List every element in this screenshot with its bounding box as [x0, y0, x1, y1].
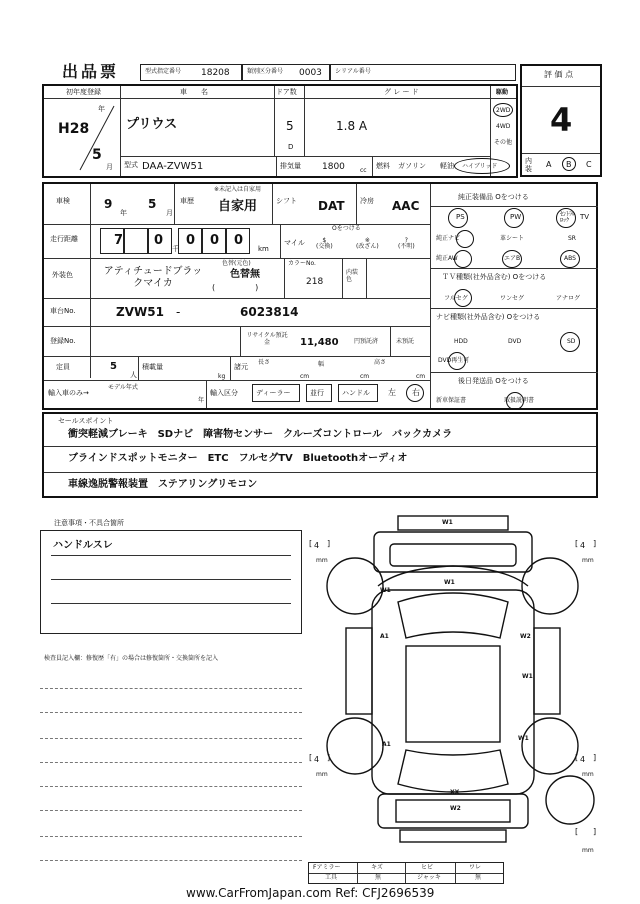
equip-ps-circle	[448, 208, 468, 228]
interior-grade-b: B	[566, 160, 572, 169]
shift-value: DAT	[318, 199, 345, 213]
capacity-label: 定員	[56, 363, 70, 371]
reg-era-year: H28	[58, 121, 90, 137]
serial-cell	[330, 64, 516, 81]
serial-label: シリアル番号	[335, 68, 371, 75]
year-unit: 年	[98, 105, 105, 113]
fuel-diesel: 軽油	[440, 162, 454, 170]
equip-sr: SR	[568, 235, 576, 242]
length-label: 長さ	[258, 359, 271, 366]
navi-hdd: HDD	[454, 338, 468, 345]
cc-unit: cc	[360, 167, 367, 174]
tire-rear-right: 4	[580, 755, 586, 764]
equip-ps: PS	[456, 213, 465, 221]
after-manual: 取扱説明書	[504, 397, 535, 404]
regno-label: 登録No.	[50, 337, 76, 345]
form-code-value: 18208	[201, 68, 230, 78]
equip-leather: 革シート	[500, 235, 525, 242]
equip-aw: 純正AW	[436, 255, 458, 262]
equip-airbag-circle	[502, 250, 522, 268]
model-label: 型式	[124, 161, 138, 169]
notes-line-1: ハンドルスレ	[53, 540, 113, 551]
after-label: 後日発送品 Oをつける	[458, 377, 529, 385]
thousand-unit: 千	[172, 245, 179, 253]
sales-line-3: 車線逸脱警報装置 ステアリングリモコン	[68, 479, 258, 490]
class-code-value: 0003	[299, 68, 322, 78]
legend-h2: キズ	[371, 864, 383, 871]
import-class-label: 輸入区分	[210, 389, 238, 397]
handle-right: 右	[412, 388, 420, 397]
meter-hint: Oをつける	[332, 225, 361, 232]
shaken-month: 5	[148, 197, 157, 211]
tire-rear-left: 4	[314, 755, 320, 764]
tire-front-left: 4	[314, 541, 320, 550]
color-value: アティチュードブラッ クマイカ	[103, 266, 203, 289]
tv-fullseg: フルセグ	[444, 295, 468, 302]
genuine-label: 純正装備品 Oをつける	[458, 193, 529, 201]
equip-navi: 純正ナビ	[436, 235, 461, 242]
inspector-label: 検査員記入欄：修復歴「有」の場合は修復箇所・交換箇所を記入	[44, 655, 219, 662]
equip-abs: ABS	[564, 255, 576, 262]
mark-trunk: XX	[450, 789, 460, 796]
width-cm: cm	[360, 373, 370, 380]
legend-v2: 無	[375, 874, 382, 881]
import-label: 輸入車のみ→	[48, 389, 89, 397]
fuel-hybrid: ハイブリッド	[462, 163, 498, 170]
class-code-label: 類別区分番号	[247, 68, 284, 75]
dvd-play: DVD再生可	[438, 357, 470, 364]
drive-2wd-circle	[493, 103, 513, 117]
model-year-label: モデル年式	[108, 384, 138, 391]
recycle-unpaid: 未預託	[396, 338, 415, 345]
notes-box	[40, 530, 302, 634]
chassis-prefix: ZVW51	[116, 305, 164, 319]
tv-analog: アナログ	[556, 295, 581, 302]
fuel-hybrid-circle	[454, 158, 510, 174]
equip-pw: PW	[510, 213, 522, 221]
watermark: www.CarFromJapan.com Ref: CFJ2696539	[186, 886, 435, 900]
spec-block	[42, 182, 598, 410]
tire-front-right: 4	[580, 541, 586, 550]
import-dealer: ディーラー	[256, 389, 291, 397]
displacement-value: 1800	[322, 162, 345, 172]
mileage-digit-1: 7	[114, 233, 124, 248]
door-suffix: D	[288, 143, 294, 151]
dims-label: 諸元	[234, 363, 248, 371]
km-unit: km	[258, 245, 269, 253]
tire-rl-mm: mm	[316, 771, 328, 778]
color-no-label: カラーNo.	[288, 260, 316, 267]
displacement-label: 排気量	[280, 162, 301, 170]
navi-label: ナビ種類(社外品含む) Oをつける	[436, 313, 541, 321]
fuel-gasoline: ガソリン	[398, 162, 426, 170]
width-label: 幅	[318, 361, 325, 368]
mark-left-door: A1	[380, 633, 389, 640]
mark-front-bumper: W1	[442, 519, 453, 526]
chassis-number: 6023814	[240, 305, 299, 319]
mileage-digit-5: 0	[234, 233, 244, 248]
mark-right-door: W2	[520, 633, 531, 640]
sales-line-1: 衝突軽減ブレーキ SDナビ 障害物センサー クルーズコントロール バックカメラ	[68, 429, 453, 440]
grade-label: グ レ ー ド	[384, 88, 419, 96]
form-code-label: 型式指定番号	[145, 68, 182, 75]
shaken-year-unit: 年	[120, 209, 127, 217]
equip-navi-circle	[456, 230, 474, 248]
equip-airbag: エアB	[504, 255, 521, 262]
mark-left-quarter: A1	[382, 741, 391, 748]
class-code-cell	[242, 64, 330, 81]
tire-fr-mm: mm	[582, 557, 594, 564]
drive-2wd: 2WD	[496, 107, 511, 114]
import-parallel: 並行	[310, 389, 324, 397]
tv-oneseg: ワンセグ	[500, 295, 525, 302]
equip-central-lock: ｾﾝﾄﾗﾙ ﾛｯｸ	[560, 211, 576, 224]
after-manual-circle	[506, 392, 524, 410]
navi-sd: SD	[567, 338, 576, 345]
score-value: 4	[550, 101, 573, 139]
legend-h3: ヒビ	[421, 864, 434, 871]
mark-hood: W1	[444, 579, 455, 586]
equip-central-lock-circle	[556, 208, 576, 228]
score-box	[520, 64, 602, 177]
color-change-label: 色替(元色)	[222, 260, 251, 267]
chassis-label: 車台No.	[50, 307, 76, 315]
color-change-paren: ( )	[212, 283, 259, 292]
equip-tv: TV	[580, 213, 590, 221]
usage-note: ※未記入は自家用	[214, 186, 262, 193]
interior-color-label: 内装色	[346, 269, 359, 283]
meter-unknown: ? (不明)	[398, 237, 415, 250]
drive-label: 駆動	[496, 89, 509, 96]
tv-label: ＴＶ種類(社外品含む) Oをつける	[442, 273, 547, 281]
mark-left-fender: W1	[380, 587, 391, 594]
shift-label: シフト	[276, 197, 297, 205]
notes-label: 注意事項・不具合箇所	[54, 519, 124, 527]
equip-aw-circle	[454, 250, 472, 268]
interior-b-circle	[562, 157, 576, 171]
legend-h4: ワレ	[469, 864, 482, 871]
interior-grade-c: C	[586, 160, 592, 169]
model-year-unit: 年	[198, 397, 205, 404]
load-kg: kg	[218, 373, 226, 380]
month-unit: 月	[106, 163, 113, 171]
car-name: プリウス	[126, 117, 178, 132]
person-unit: 人	[130, 371, 137, 379]
sales-label: セールスポイント	[58, 417, 114, 425]
form-title: 出品票	[62, 62, 120, 81]
shaken-label: 車検	[56, 197, 70, 205]
recycle-value: 11,480	[300, 337, 339, 348]
after-warranty: 新車保証書	[436, 397, 467, 404]
mileage-digit-3: 0	[186, 233, 196, 248]
interior-grade-a: A	[546, 160, 552, 169]
chassis-dash: -	[176, 305, 181, 319]
aircon-label: 冷房	[360, 197, 374, 205]
vehicle-block	[42, 84, 518, 178]
length-cm: cm	[300, 373, 310, 380]
shaken-month-unit: 月	[166, 209, 173, 217]
tire-fl-mm: mm	[316, 557, 328, 564]
doors-value: 5	[286, 119, 294, 133]
usage-value: 自家用	[218, 199, 258, 214]
handle-right-circle	[406, 384, 424, 402]
recycle-unit: 円預託済	[354, 338, 379, 345]
drive-other: その他	[494, 139, 513, 146]
mileage-digit-4: 0	[210, 233, 220, 248]
color-change-value: 色替無	[230, 269, 260, 280]
mark-rear-bumper: W2	[450, 805, 461, 812]
reg-label: 初年度登録	[66, 88, 101, 96]
form-code-cell	[140, 64, 242, 81]
aircon-value: AAC	[392, 199, 420, 213]
mark-right-rear-door: W1	[522, 673, 533, 680]
sales-points	[42, 412, 598, 498]
sales-line-2: ブラインドスポットモニター ETC フルセグTV Bluetoothオーディオ	[68, 453, 408, 464]
legend-v3: ジャッキ	[417, 874, 441, 881]
reg-month: 5	[92, 147, 102, 163]
color-label: 外装色	[52, 271, 73, 279]
handle-label: ハンドル	[342, 389, 370, 397]
legend-table	[308, 862, 504, 884]
dvd-play-circle	[448, 352, 466, 370]
legend-v1: 工具	[325, 874, 338, 881]
mileage-digit-2: 0	[154, 233, 164, 248]
name-label: 車 名	[180, 88, 208, 96]
meter-altered: ※ (改ざん)	[356, 237, 379, 250]
usage-label: 車歴	[180, 197, 194, 205]
shaken-year: 9	[104, 197, 113, 211]
meter-label: マイル	[284, 239, 305, 247]
navi-sd-circle	[560, 332, 580, 352]
fuel-label: 燃料	[376, 162, 390, 170]
interior-label: 内装	[525, 157, 532, 173]
car-damage-diagram	[300, 508, 600, 878]
load-label: 積載量	[142, 363, 163, 371]
grade-value: 1.8 A	[336, 119, 368, 133]
drive-4wd: 4WD	[496, 123, 511, 130]
color-no-value: 218	[306, 277, 324, 287]
legend-h1: Fアミラー	[313, 864, 341, 871]
equip-pw-circle	[504, 208, 524, 228]
doors-label: ドア数	[276, 88, 297, 96]
height-label: 高さ	[374, 359, 387, 366]
height-cm: cm	[416, 373, 426, 380]
capacity-value: 5	[110, 361, 117, 372]
mark-right-quarter: W1	[518, 735, 529, 742]
handle-left: 左	[388, 388, 396, 397]
legend-v4: 無	[475, 874, 482, 881]
tv-fullseg-circle	[454, 289, 472, 307]
mileage-label: 走行距離	[50, 235, 78, 243]
score-label: 評 価 点	[544, 70, 574, 79]
tire-spare-mm: mm	[582, 847, 594, 854]
navi-dvd: DVD	[508, 338, 522, 345]
tire-rr-mm: mm	[582, 771, 594, 778]
meter-exchange: $ (交換)	[316, 237, 333, 250]
recycle-label: リサイクル預託金	[246, 332, 288, 347]
model-value: DAA-ZVW51	[142, 161, 204, 172]
equip-abs-circle	[560, 250, 580, 268]
